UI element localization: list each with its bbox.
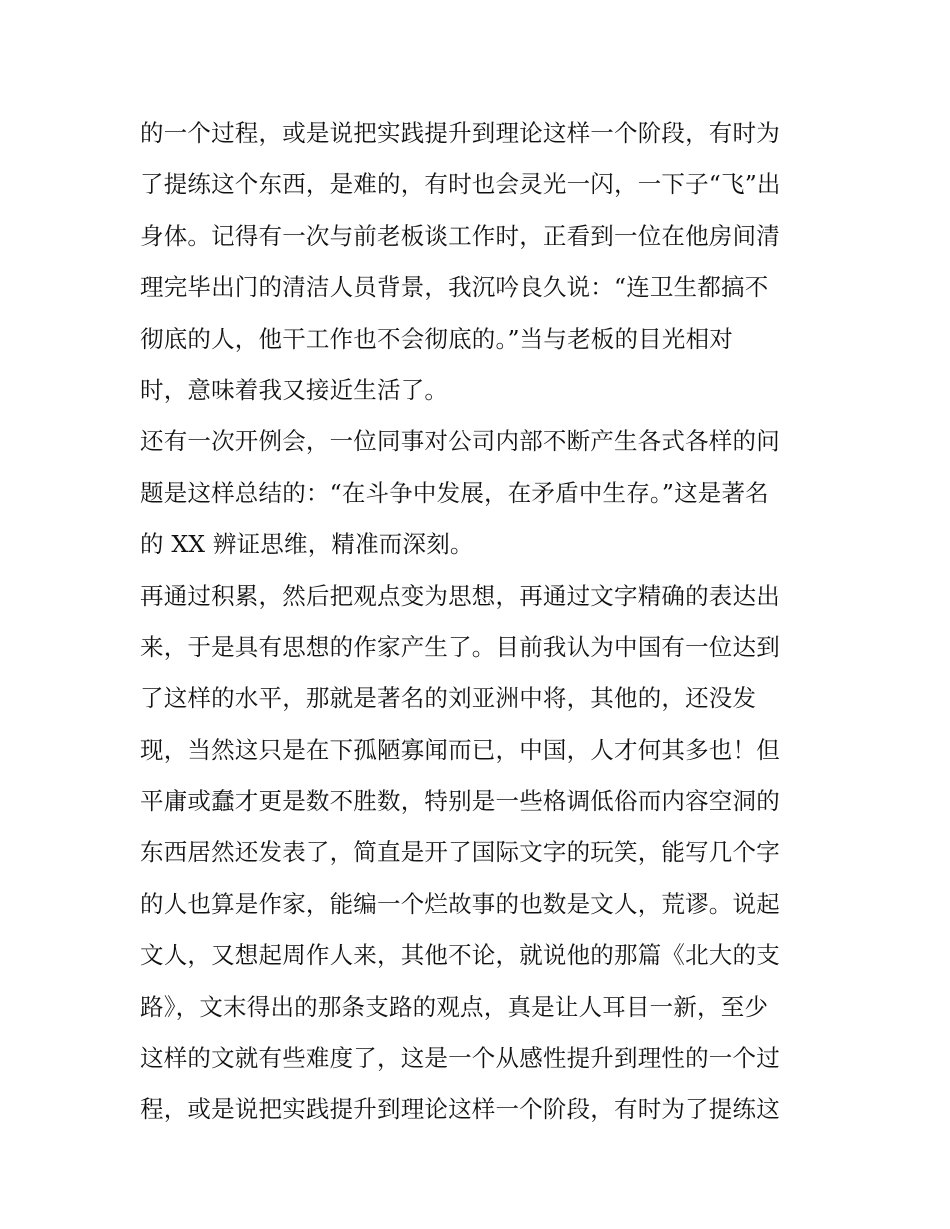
text-line: 东西居然还发表了，简直是开了国际文字的玩笑，能写几个字	[140, 838, 780, 867]
text-line: 彻底的人，他干工作也不会彻底的。”当与老板的目光相对	[140, 324, 733, 353]
text-line: 平庸或蠢才更是数不胜数，特别是一些格调低俗而内容空洞的	[140, 787, 780, 816]
text-line: 了提练这个东西，是难的，有时也会灵光一闪，一下子“飞”出	[140, 170, 781, 199]
text-line: 文人，又想起周作人来，其他不论，就说他的那篇《北大的支	[140, 941, 780, 970]
text-line: 程，或是说把实践提升到理论这样一个阶段，有时为了提练这	[140, 1095, 780, 1124]
text-line: 现，当然这只是在下孤陋寡闻而已，中国，人才何其多也！但	[140, 735, 780, 764]
text-line: 路》，文末得出的那条支路的观点，真是让人耳目一新，至少	[140, 992, 769, 1021]
text-line: 的一个过程，或是说把实践提升到理论这样一个阶段，有时为	[140, 119, 780, 147]
text-line: 还有一次开例会，一位同事对公司内部不断产生各式各样的问	[140, 427, 780, 456]
text-line: 的人也算是作家，能编一个烂故事的也数是文人，荒谬。说起	[140, 889, 780, 918]
text-line: 再通过积累，然后把观点变为思想，再通过文字精确的表达出	[140, 581, 780, 610]
text-line: 理完毕出门的清洁人员背景，我沉吟良久说：“连卫生都搞不	[140, 273, 769, 302]
body-text	[140, 108, 820, 1136]
text-line: 身体。记得有一次与前老板谈工作时，正看到一位在他房间清	[140, 221, 780, 250]
text-line: 来，于是具有思想的作家产生了。目前我认为中国有一位达到	[140, 632, 780, 661]
text-line: 的 XX 辨证思维，精准而深刻。	[140, 530, 474, 559]
text-line: 时，意味着我又接近生活了。	[140, 375, 449, 404]
text-line: 题是这样总结的：“在斗争中发展，在矛盾中生存。”这是著名	[140, 478, 769, 507]
text-line: 这样的文就有些难度了，这是一个从感性提升到理性的一个过	[140, 1044, 780, 1073]
text-line: 了这样的水平，那就是著名的刘亚洲中将，其他的，还没发	[140, 684, 757, 713]
